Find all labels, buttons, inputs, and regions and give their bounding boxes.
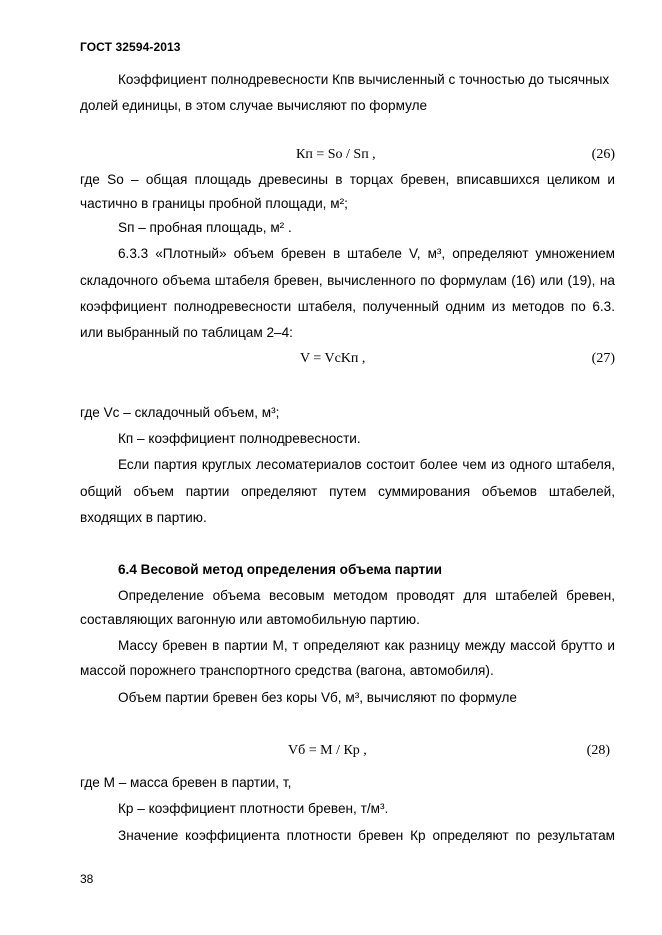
paragraph-line: частично в границы пробной площади, м²; [80,196,348,211]
paragraph-line: где М – масса бревен в партии, т, [80,775,292,790]
paragraph-line: коэффициент полнодревесности штабеля, полученный одним из методов по 6.3. [80,299,615,314]
paragraph-line: Кр – коэффициент плотности бревен, т/м³. [118,801,389,816]
formula-number-28: (28) [586,743,610,758]
paragraph-line: Значение коэффициента плотности бревен Кр определяют по результатам [118,828,615,843]
paragraph-line: входящих в партию. [80,510,207,525]
paragraph-line: составляющих вагонную или автомобильную партию. [80,612,420,627]
paragraph-line: Sп – пробная площадь, м² . [118,220,292,235]
paragraph-line: массой порожнего транспортного средства (вагона, автомобиля). [80,663,494,678]
formula-26: Кп = So / Sп , [296,147,376,162]
section-heading: 6.4 Весовой метод определения объема партии [118,562,442,577]
paragraph-line: где Sо – общая площадь древесины в торцах бревен, вписавшихся целиком и [80,172,615,187]
paragraph-line: Определение объема весовым методом проводят для штабелей бревен, [118,588,615,603]
paragraph-line: где Vс – складочный объем, м³; [80,405,280,420]
page-number: 38 [80,872,94,886]
paragraph-line: или выбранный по таблицам 2–4: [80,325,293,340]
formula-number-26: (26) [591,147,615,162]
formula-number-27: (27) [591,351,615,366]
paragraph-line: долей единицы, в этом случае вычисляют по формуле [80,98,428,113]
paragraph-line: Массу бревен в партии М, т определяют как разницу между массой брутто и [118,638,615,653]
formula-27: V = VcKп , [300,351,366,366]
paragraph-line: Если партия круглых лесоматериалов состоит более чем из одного штабеля, [118,457,615,472]
paragraph-line: Коэффициент полнодревесности Кпв вычисленный с точностью до тысячных [118,72,610,87]
paragraph-line: Объем партии бревен без коры Vб, м³, вычисляют по формуле [118,690,517,705]
paragraph-line: 6.3.3 «Плотный» объем бревен в штабеле V, м³, определяют умножением [118,246,615,261]
formula-28: Vб = М / Кр , [288,743,367,758]
paragraph-line: складочного объема штабеля бревен, вычисленного по формулам (16) или (19), на [80,273,615,288]
paragraph-line: общий объем партии определяют путем суммирования объемов штабелей, [80,484,615,499]
document-header: ГОСТ 32594-2013 [80,40,181,54]
paragraph-line: Кп – коэффициент полнодревесности. [118,431,361,446]
